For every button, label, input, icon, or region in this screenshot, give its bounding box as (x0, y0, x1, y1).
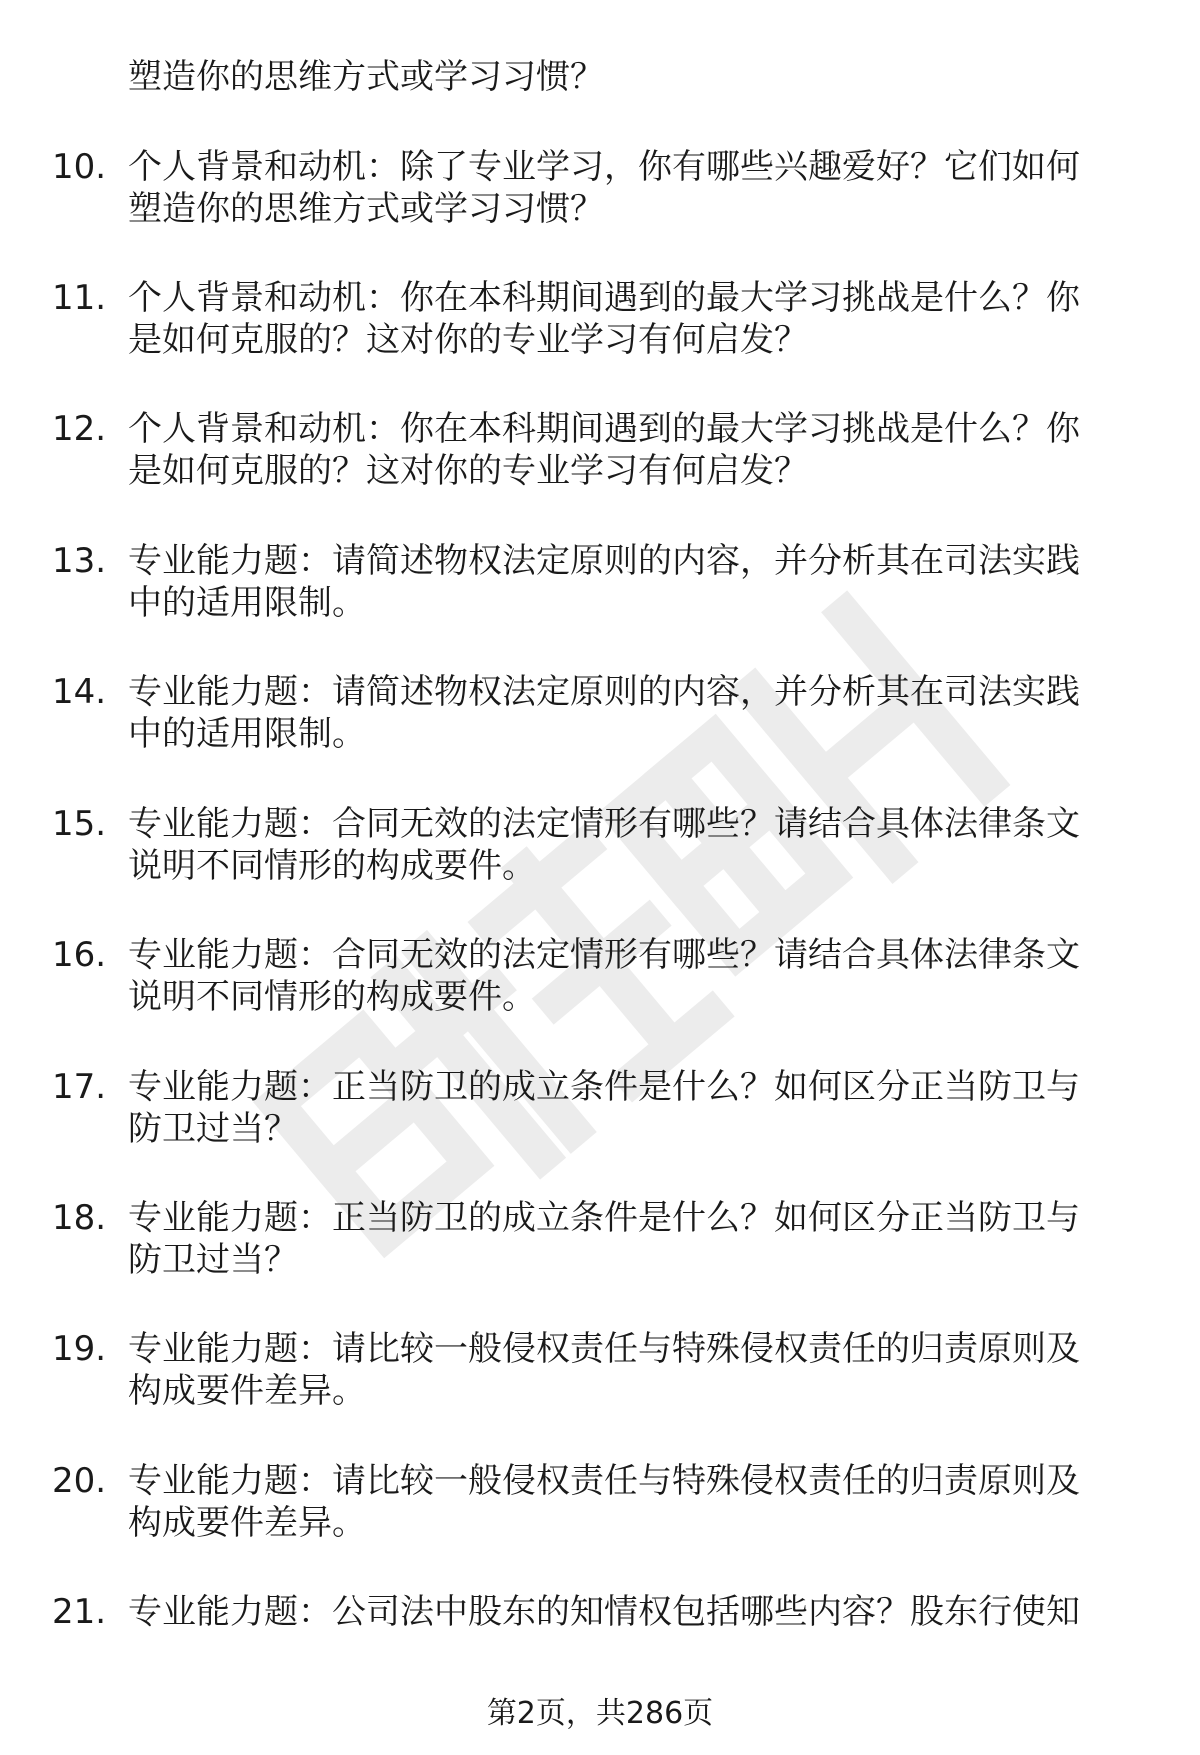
question-text-line: 专业能力题：合同无效的法定情形有哪些？请结合具体法律条文 (128, 804, 1080, 844)
question-text-line: 个人背景和动机：除了专业学习，你有哪些兴趣爱好？它们如何 (128, 147, 1080, 187)
question-number: 12. (52, 409, 107, 449)
page-footer: 第2页，共286页 (486, 1696, 714, 1731)
question-text-line: 说明不同情形的构成要件。 (128, 846, 536, 886)
question-number: 14. (52, 672, 107, 712)
question-text-line: 专业能力题：请简述物权法定原则的内容，并分析其在司法实践 (128, 541, 1080, 581)
question-text-line: 构成要件差异。 (128, 1503, 366, 1543)
question-text-line: 中的适用限制。 (128, 583, 366, 623)
question-text-line: 说明不同情形的构成要件。 (128, 977, 536, 1017)
question-text-line: 是如何克服的？这对你的专业学习有何启发？ (128, 320, 808, 360)
question-text-line: 塑造你的思维方式或学习习惯？ (128, 189, 604, 229)
question-text-line: 专业能力题：合同无效的法定情形有哪些？请结合具体法律条文 (128, 935, 1080, 975)
continued-text: 塑造你的思维方式或学习习惯？ (128, 57, 604, 97)
question-text-line: 防卫过当？ (128, 1109, 298, 1149)
question-number: 18. (52, 1198, 107, 1238)
question-number: 19. (52, 1329, 107, 1369)
question-text-line: 构成要件差异。 (128, 1371, 366, 1411)
question-number: 11. (52, 278, 107, 318)
question-number: 13. (52, 541, 107, 581)
question-number: 10. (52, 147, 107, 187)
question-text-line: 个人背景和动机：你在本科期间遇到的最大学习挑战是什么？你 (128, 409, 1080, 449)
question-text-line: 专业能力题：正当防卫的成立条件是什么？如何区分正当防卫与 (128, 1198, 1080, 1238)
question-text-line: 专业能力题：公司法中股东的知情权包括哪些内容？股东行使知 (128, 1592, 1080, 1632)
question-text-line: 专业能力题：正当防卫的成立条件是什么？如何区分正当防卫与 (128, 1067, 1080, 1107)
question-text-line: 专业能力题：请简述物权法定原则的内容，并分析其在司法实践 (128, 672, 1080, 712)
question-text-line: 专业能力题：请比较一般侵权责任与特殊侵权责任的归责原则及 (128, 1329, 1080, 1369)
question-number: 20. (52, 1461, 107, 1501)
question-number: 15. (52, 804, 107, 844)
question-number: 17. (52, 1067, 107, 1107)
question-number: 21. (52, 1592, 107, 1632)
question-text-line: 是如何克服的？这对你的专业学习有何启发？ (128, 451, 808, 491)
question-text-line: 防卫过当？ (128, 1240, 298, 1280)
question-number: 16. (52, 935, 107, 975)
question-text-line: 个人背景和动机：你在本科期间遇到的最大学习挑战是什么？你 (128, 278, 1080, 318)
question-text-line: 专业能力题：请比较一般侵权责任与特殊侵权责任的归责原则及 (128, 1461, 1080, 1501)
question-text-line: 中的适用限制。 (128, 714, 366, 754)
